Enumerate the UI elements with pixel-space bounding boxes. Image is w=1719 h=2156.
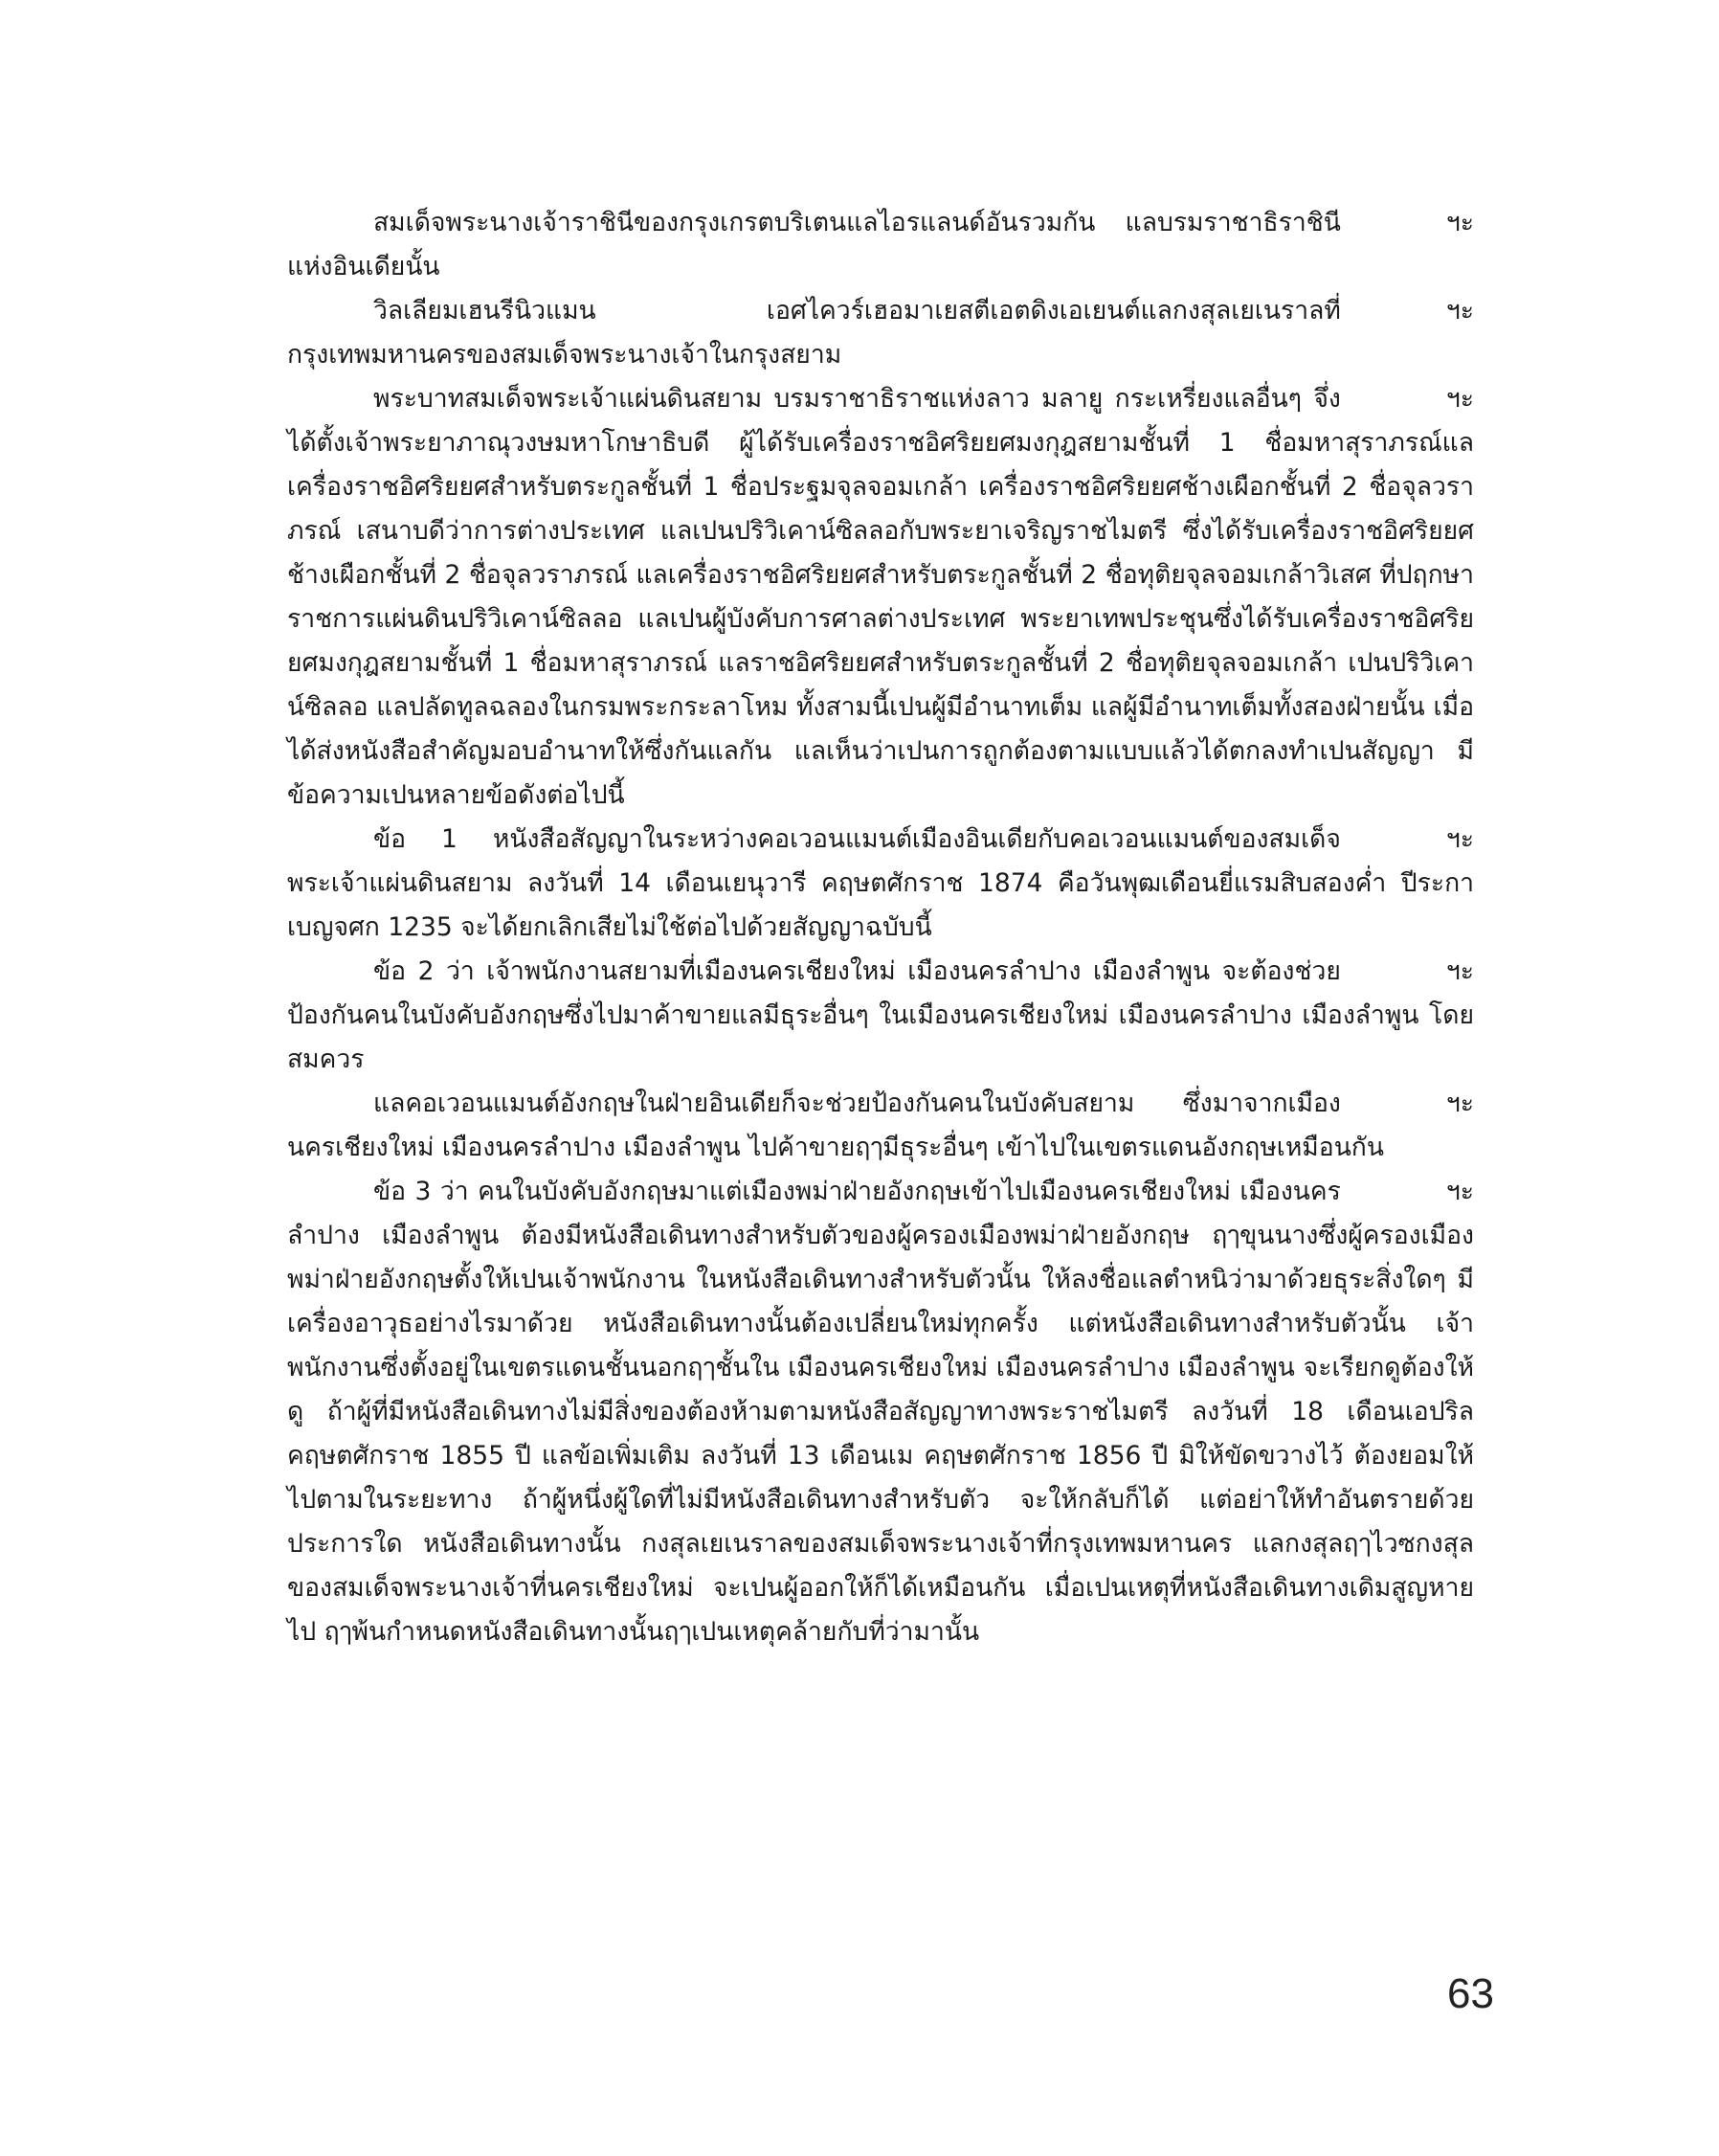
paragraph-newman (287, 289, 1474, 377)
paragraph-queen-title (287, 201, 1474, 289)
paragraph-end-mark: ฯะ (1445, 824, 1474, 854)
paragraph-end-mark: ฯะ (1445, 1177, 1474, 1206)
paragraph-text: ข้อ 3 ว่า คนในบังคับอังกฤษมาแต่เมืองพม่าฝ่ายอังกฤษเข้าไปเมืองนครเชียงใหม่ เมืองนครลำปาง เมืองลำพูน ต้องมีหนังสือเดินทางสำหรับตัวของผู้ครองเมืองพม่าฝ่ายอังกฤษ ฤๅขุนนางซึ่งผู้ครองเมืองพม่าฝ่ายอังกฤษตั้งให้เปนเจ้าพนักงาน ในหนังสือเดินทางสำหรับตัวนั้น ให้ลงชื่อแลตำหนิว่ามาด้วยธุระสิ่งใดๆ มีเครื่องอาวุธอย่างไรมาด้วย หนังสือเดินทางนั้นต้องเปลี่ยนใหม่ทุกครั้ง แต่หนังสือเดินทางสำหรับตัวนั้น เจ้าพนักงานซึ่งตั้งอยู่ในเขตรแดนชั้นนอกฤๅชั้นใน เมืองนครเชียงใหม่ เมืองนครลำปาง เมืองลำพูน จะเรียกดูต้องให้ดู ถ้าผู้ที่มีหนังสือเดินทางไม่มีสิ่งของต้องห้ามตามหนังสือสัญญาทางพระราชไมตรี ลงวันที่ 18 เดือนเอปริล คฤษตศักราช 1855 ปี แลข้อเพิ่มเติม ลงวันที่ 13 เดือนเม คฤษตศักราช 1856 ปี มิให้ขัดขวางไว้ ต้องยอมให้ไปตามในระยะทาง ถ้าผู้หนึ่งผู้ใดที่ไม่มีหนังสือเดินทางสำหรับตัว จะให้กลับก็ได้ แต่อย่าให้ทำอันตรายด้วยประการใด หนังสือเดินทางนั้น กงสุลเยเนราลของสมเด็จพระนางเจ้าที่กรุงเทพมหานคร แลกงสุลฤๅไวซกงสุลของสมเด็จพระนางเจ้าที่นครเชียงใหม่ จะเปนผู้ออกให้ก็ได้เหมือนกัน เมื่อเปนเหตุที่หนังสือเดินทางเดิมสูญหายไป ฤๅพ้นกำหนดหนังสือเดินทางนั้นฤๅเปนเหตุคล้ายกับที่ว่ามานั้น (287, 1177, 1474, 1647)
paragraph-end-mark: ฯะ (1445, 956, 1474, 986)
paragraph-article-2 (287, 950, 1474, 1082)
paragraph-end-mark: ฯะ (1445, 296, 1474, 326)
paragraph-article-2-cont (287, 1082, 1474, 1170)
paragraph-article-1 (287, 818, 1474, 950)
paragraph-end-mark: ฯะ (1445, 384, 1474, 414)
paragraph-siam-plenipotentiaries (287, 377, 1474, 818)
page-number: 63 (1447, 1970, 1494, 2017)
paragraph-end-mark: ฯะ (1445, 208, 1474, 237)
paragraph-text: สมเด็จพระนางเจ้าราชินีของกรุงเกรตบริเตนแลไอรแลนด์อันรวมกัน แลบรมราชาธิราชินีแห่งอินเดียนั้น (287, 208, 1341, 281)
document-body (287, 201, 1474, 1654)
paragraph-text: พระบาทสมเด็จพระเจ้าแผ่นดินสยาม บรมราชาธิราชแห่งลาว มลายู กระเหรี่ยงแลอื่นๆ จึ่งได้ตั้งเจ้าพระยาภาณุวงษมหาโกษาธิบดี ผู้ได้รับเครื่องราชอิศริยยศมงกุฎสยามชั้นที่ 1 ชื่อมหาสุราภรณ์แลเครื่องราชอิศริยยศสำหรับตระกูลชั้นที่ 1 ชื่อประฐมจุลจอมเกล้า เครื่องราชอิศริยยศช้างเผือกชั้นที่ 2 ชื่อจุลวราภรณ์ เสนาบดีว่าการต่างประเทศ แลเปนปริวิเคาน์ซิลลอกับพระยาเจริญราชไมตรี ซึ่งได้รับเครื่องราชอิศริยยศช้างเผือกชั้นที่ 2 ชื่อจุลวราภรณ์ แลเครื่องราชอิศริยยศสำหรับตระกูลชั้นที่ 2 ชื่อทุติยจุลจอมเกล้าวิเสศ ที่ปฤกษาราชการแผ่นดินปริวิเคาน์ซิลลอ แลเปนผู้บังคับการศาลต่างประเทศ พระยาเทพประชุนซึ่งได้รับเครื่องราชอิศริยยศมงกุฎสยามชั้นที่ 1 ชื่อมหาสุราภรณ์ แลราชอิศริยยศสำหรับตระกูลชั้นที่ 2 ชื่อทุติยจุลจอมเกล้า เปนปริวิเคาน์ซิลลอ แลปลัดทูลฉลองในกรมพระกระลาโหม ทั้งสามนี้เปนผู้มีอำนาทเต็ม แลผู้มีอำนาทเต็มทั้งสองฝ่ายนั้น เมื่อได้ส่งหนังสือสำคัญมอบอำนาทให้ซึ่งกันแลกัน แลเห็นว่าเปนการถูกต้องตามแบบแล้วได้ตกลงทำเปนสัญญา มีข้อความเปนหลายข้อดังต่อไปนี้ (287, 384, 1474, 810)
paragraph-text: ข้อ 2 ว่า เจ้าพนักงานสยามที่เมืองนครเชียงใหม่ เมืองนครลำปาง เมืองลำพูน จะต้องช่วยป้องกันคนในบังคับอังกฤษซึ่งไปมาค้าขายแลมีธุระอื่นๆ ในเมืองนครเชียงใหม่ เมืองนครลำปาง เมืองลำพูน โดยสมควร (287, 956, 1474, 1074)
paragraph-text: วิลเลียมเฮนรีนิวแมน เอศไควร์เฮอมาเยสตีเอตดิงเอเยนต์แลกงสุลเยเนราลที่กรุงเทพมหานครของสมเด็จพระนางเจ้าในกรุงสยาม (287, 296, 1341, 370)
paragraph-article-3 (287, 1170, 1474, 1654)
paragraph-text: แลคอเวอนแมนต์อังกฤษในฝ่ายอินเดียก็จะช่วยป้องกันคนในบังคับสยาม ซึ่งมาจากเมืองนครเชียงใหม่ เมืองนครลำปาง เมืองลำพูน ไปค้าขายฤๅมีธุระอื่นๆ เข้าไปในเขตรแดนอังกฤษเหมือนกัน (287, 1089, 1384, 1162)
paragraph-text: ข้อ 1 หนังสือสัญญาในระหว่างคอเวอนแมนต์เมืองอินเดียกับคอเวอนแมนต์ของสมเด็จพระเจ้าแผ่นดินสยาม ลงวันที่ 14 เดือนเยนุวารี คฤษตศักราช 1874 คือวันพุฒเดือนยี่แรมสิบสองค่ำ ปีระกา เบญจศก 1235 จะได้ยกเลิกเสียไม่ใช้ต่อไปด้วยสัญญาฉบับนี้ (287, 824, 1474, 942)
paragraph-end-mark: ฯะ (1445, 1089, 1474, 1118)
